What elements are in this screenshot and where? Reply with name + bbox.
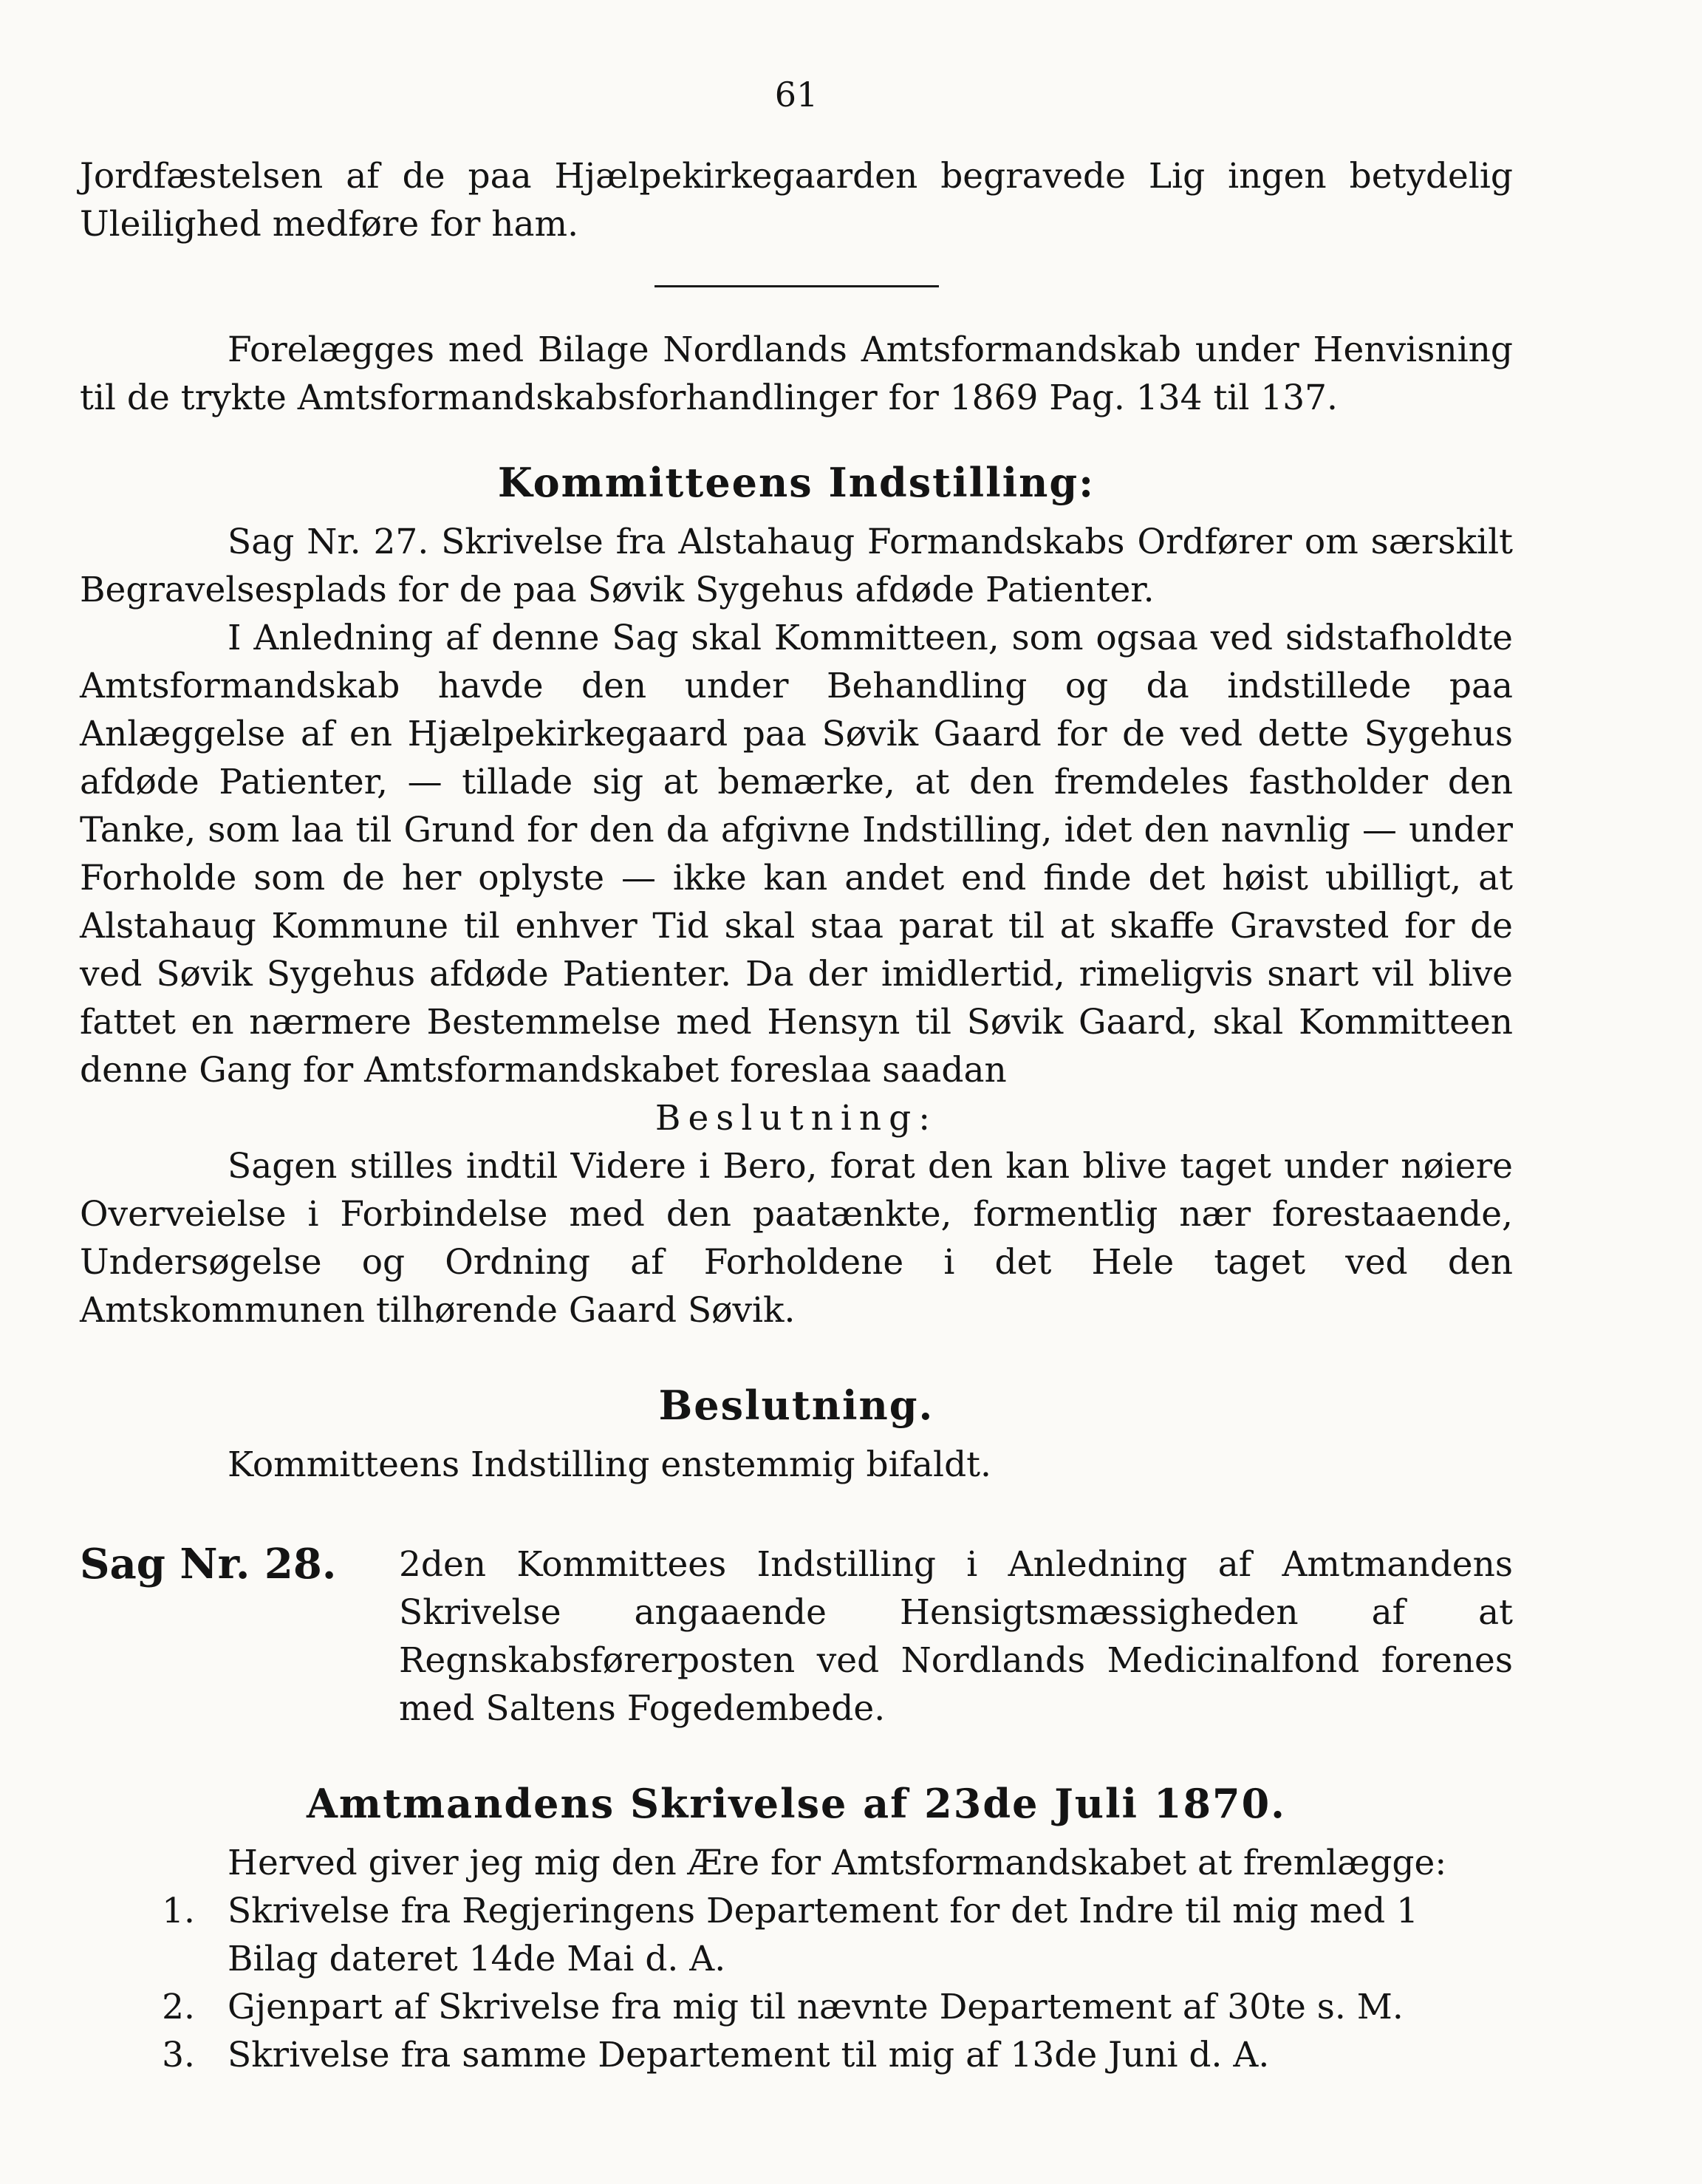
- document-page: [80, 74, 1513, 2079]
- list-item-text: Skrivelse fra Regjeringens Departement for det Indre til mig med 1 Bilag dateret 14de Mai d. A.: [228, 1891, 1418, 1979]
- list-item-number: 1.: [162, 1891, 195, 1931]
- sag28-text: 2den Kommittees Indstilling i Anledning af Amtmandens Skrivelse angaaende Hensigtsmæssigheden af at Regnskabsførerposten ved Nordlands Medicinalfond forenes med Saltens Fogedembede.: [399, 1544, 1513, 1729]
- letter-items-list: [80, 1887, 1513, 2079]
- beslutning-subheading: Beslutning:: [655, 1098, 938, 1139]
- continuation-paragraph: Jordfæstelsen af de paa Hjælpekirkegaarden begravede Lig ingen betydelig Uleilighed medføre for ham.: [80, 156, 1513, 245]
- letter-intro: Herved giver jeg mig den Ære for Amtsformandskabet at fremlægge:: [228, 1843, 1447, 1883]
- beslutning-text: Kommitteens Indstilling enstemmig bifaldt.: [228, 1444, 991, 1485]
- list-item-number: 2.: [162, 1987, 195, 2027]
- list-item-text: Skrivelse fra samme Departement til mig af 13de Juni d. A.: [228, 2035, 1270, 2075]
- sag28-label: Sag Nr. 28.: [80, 1540, 337, 1588]
- section-divider: [655, 285, 939, 287]
- list-item-text: Gjenpart af Skrivelse fra mig til nævnte Departement af 30te s. M.: [228, 1987, 1404, 2027]
- committee-heading: Kommitteens Indstilling:: [497, 459, 1096, 506]
- list-item: [80, 1887, 1513, 1983]
- sag28-section: [80, 1540, 1513, 1733]
- beslutning-subheading-text: Sagen stilles indtil Videre i Bero, forat den kan blive taget under nøiere Overveielse i Forbindelse med den paatænkte, formentlig nær forestaaende, Undersøgelse og Ordning af Forholdene i det Hele taget ved den Amtskommunen tilhørende Gaard Søvik.: [80, 1146, 1513, 1331]
- list-item: [80, 1983, 1513, 2031]
- sag27-intro: Sag Nr. 27. Skrivelse fra Alstahaug Formandskabs Ordfører om særskilt Begravelsesplads for de paa Søvik Sygehus afdøde Patienter.: [80, 522, 1513, 610]
- list-item: [80, 2031, 1513, 2079]
- beslutning-heading: Beslutning.: [658, 1382, 934, 1429]
- letter-heading: Amtmandens Skrivelse af 23de Juli 1870.: [307, 1780, 1286, 1827]
- list-item-number: 3.: [162, 2035, 195, 2075]
- forelaegges-paragraph: Forelægges med Bilage Nordlands Amtsformandskab under Henvisning til de trykte Amtsformandskabsforhandlinger for 1869 Pag. 134 til 137.: [80, 330, 1513, 418]
- sag27-body: I Anledning af denne Sag skal Kommitteen, som ogsaa ved sidstafholdte Amtsformandskab havde den under Behandling og da indstillede paa Anlæggelse af en Hjælpekirkegaard paa Søvik Gaard for de ved dette Sygehus afdøde Patienter, — tillade sig at bemærke, at den fremdeles fastholder den Tanke, som laa til Grund for den da afgivne Indstilling, idet den navnlig — under Forholde som de her oplyste — ikke kan andet end finde det høist ubilligt, at Alstahaug Kommune til enhver Tid skal staa parat til at skaffe Gravsted for de ved Søvik Sygehus afdøde Patienter. Da der imidlertid, rimeligvis snart vil blive fattet en nærmere Bestemmelse med Hensyn til Søvik Gaard, skal Kommitteen denne Gang for Amtsformandskabet foreslaa saadan: [80, 618, 1513, 1091]
- page-number: 61: [774, 75, 818, 115]
